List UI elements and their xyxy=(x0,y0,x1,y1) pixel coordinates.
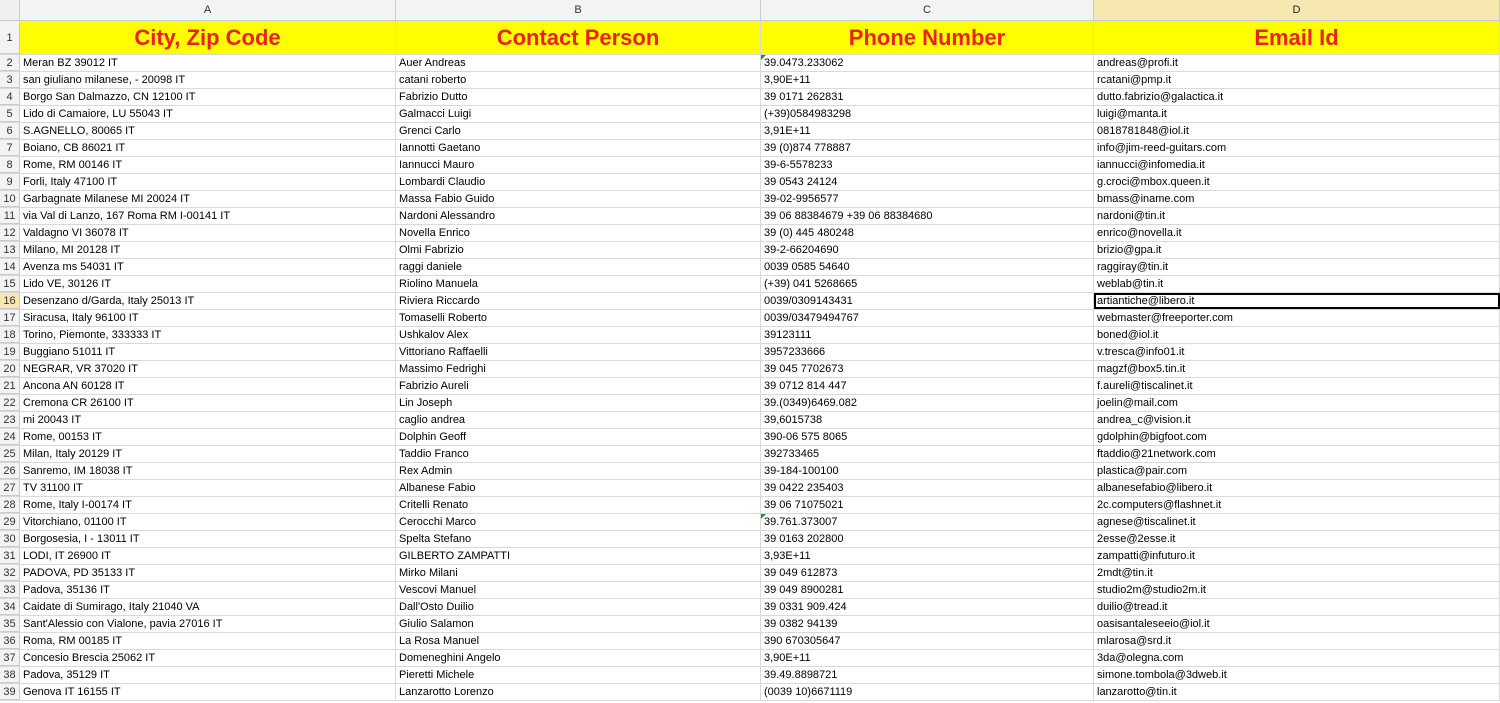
table-row xyxy=(0,72,1500,89)
cell-phone[interactable]: 39 045 7702673 xyxy=(761,361,1094,377)
cell-phone[interactable]: (+39)0584983298 xyxy=(761,106,1094,122)
table-row xyxy=(0,310,1500,327)
cell-contact[interactable]: Giulio Salamon xyxy=(396,616,761,632)
cell-email[interactable]: dutto.fabrizio@galactica.it xyxy=(1094,89,1500,105)
cell-city[interactable]: mi 20043 IT xyxy=(20,412,396,428)
cell-phone[interactable]: 39 06 71075021 xyxy=(761,497,1094,513)
table-row xyxy=(0,429,1500,446)
cell-contact[interactable]: Mirko Milani xyxy=(396,565,761,581)
cell-city[interactable]: Roma, RM 00185 IT xyxy=(20,633,396,649)
table-row xyxy=(0,446,1500,463)
cell-contact[interactable]: Taddio Franco xyxy=(396,446,761,462)
cell-email[interactable]: v.tresca@info01.it xyxy=(1094,344,1500,360)
cell-phone[interactable]: 39 0382 94139 xyxy=(761,616,1094,632)
row-number[interactable]: 23 xyxy=(0,412,20,428)
cell-city[interactable]: Torino, Piemonte, 333333 IT xyxy=(20,327,396,343)
cell-phone[interactable]: 39 0712 814 447 xyxy=(761,378,1094,394)
cell-contact[interactable]: Lombardi Claudio xyxy=(396,174,761,190)
cell-email[interactable]: agnese@tiscalinet.it xyxy=(1094,514,1500,530)
cell-phone[interactable]: 39123111 xyxy=(761,327,1094,343)
cell-phone[interactable]: 39 0543 24124 xyxy=(761,174,1094,190)
cell-email[interactable]: gdolphin@bigfoot.com xyxy=(1094,429,1500,445)
cell-contact[interactable]: Fabrizio Dutto xyxy=(396,89,761,105)
row-number[interactable]: 2 xyxy=(0,55,20,71)
row-number[interactable]: 39 xyxy=(0,684,20,700)
cell-city[interactable]: NEGRAR, VR 37020 IT xyxy=(20,361,396,377)
table-row xyxy=(0,208,1500,225)
header-cell-city[interactable]: City, Zip Code xyxy=(20,21,396,54)
cell-city[interactable]: Borgosesia, I - 13011 IT xyxy=(20,531,396,547)
cell-city[interactable]: Forli, Italy 47100 IT xyxy=(20,174,396,190)
table-row xyxy=(0,344,1500,361)
cell-phone[interactable]: 0039/0309143431 xyxy=(761,293,1094,309)
cell-email[interactable]: ftaddio@21network.com xyxy=(1094,446,1500,462)
header-cell-contact[interactable]: Contact Person xyxy=(396,21,761,54)
cell-email[interactable]: webmaster@freeporter.com xyxy=(1094,310,1500,326)
row-number[interactable]: 10 xyxy=(0,191,20,207)
cell-phone[interactable]: 39-2-66204690 xyxy=(761,242,1094,258)
table-row xyxy=(0,480,1500,497)
row-number[interactable]: 30 xyxy=(0,531,20,547)
row-number[interactable]: 26 xyxy=(0,463,20,479)
cell-city[interactable]: Padova, 35136 IT xyxy=(20,582,396,598)
cell-email[interactable]: f.aureli@tiscalinet.it xyxy=(1094,378,1500,394)
row-number[interactable]: 20 xyxy=(0,361,20,377)
table-row xyxy=(0,463,1500,480)
cell-phone[interactable]: 39 049 8900281 xyxy=(761,582,1094,598)
cell-city[interactable]: Milano, MI 20128 IT xyxy=(20,242,396,258)
cell-phone[interactable]: (0039 10)6671119 xyxy=(761,684,1094,700)
cell-contact[interactable]: Cerocchi Marco xyxy=(396,514,761,530)
cell-contact[interactable]: raggi daniele xyxy=(396,259,761,275)
cell-email[interactable]: enrico@novella.it xyxy=(1094,225,1500,241)
cell-phone[interactable]: 39 0171 262831 xyxy=(761,89,1094,105)
cell-email[interactable]: boned@iol.it xyxy=(1094,327,1500,343)
cell-email[interactable]: raggiray@tin.it xyxy=(1094,259,1500,275)
cell-email[interactable]: zampatti@infuturo.it xyxy=(1094,548,1500,564)
cell-phone[interactable]: 39.761.373007 xyxy=(761,514,1094,530)
cell-city[interactable]: Avenza ms 54031 IT xyxy=(20,259,396,275)
cell-contact[interactable]: Dolphin Geoff xyxy=(396,429,761,445)
table-row xyxy=(0,174,1500,191)
cell-phone[interactable]: 39 0163 202800 xyxy=(761,531,1094,547)
cell-city[interactable]: Vitorchiano, 01100 IT xyxy=(20,514,396,530)
table-row xyxy=(0,55,1500,72)
cell-city[interactable]: Lido di Camaiore, LU 55043 IT xyxy=(20,106,396,122)
cell-city[interactable]: Sant'Alessio con Vialone, pavia 27016 IT xyxy=(20,616,396,632)
cell-email[interactable]: luigi@manta.it xyxy=(1094,106,1500,122)
cell-contact[interactable]: Lin Joseph xyxy=(396,395,761,411)
row-number[interactable]: 6 xyxy=(0,123,20,139)
cell-contact[interactable]: caglio andrea xyxy=(396,412,761,428)
cell-phone[interactable]: 39.(0349)6469.082 xyxy=(761,395,1094,411)
cell-contact[interactable]: Olmi Fabrizio xyxy=(396,242,761,258)
cell-contact[interactable]: Grenci Carlo xyxy=(396,123,761,139)
cell-grid xyxy=(0,21,1500,701)
table-row xyxy=(0,650,1500,667)
cell-email[interactable]: andreas@profi.it xyxy=(1094,55,1500,71)
table-row xyxy=(0,565,1500,582)
table-row xyxy=(0,225,1500,242)
table-row xyxy=(0,157,1500,174)
table-row xyxy=(0,582,1500,599)
table-row xyxy=(0,293,1500,310)
table-row xyxy=(0,531,1500,548)
cell-email[interactable]: plastica@pair.com xyxy=(1094,463,1500,479)
cell-city[interactable]: Ancona AN 60128 IT xyxy=(20,378,396,394)
table-row xyxy=(0,667,1500,684)
table-row xyxy=(0,378,1500,395)
cell-phone[interactable]: 39 (0) 445 480248 xyxy=(761,225,1094,241)
cell-city[interactable]: Siracusa, Italy 96100 IT xyxy=(20,310,396,326)
table-row xyxy=(0,599,1500,616)
cell-city[interactable]: via Val di Lanzo, 167 Roma RM I-00141 IT xyxy=(20,208,396,224)
row-number[interactable]: 7 xyxy=(0,140,20,156)
cell-email[interactable]: 2mdt@tin.it xyxy=(1094,565,1500,581)
row-number[interactable]: 31 xyxy=(0,548,20,564)
cell-city[interactable]: Desenzano d/Garda, Italy 25013 IT xyxy=(20,293,396,309)
row-number[interactable]: 24 xyxy=(0,429,20,445)
cell-email[interactable]: joelin@mail.com xyxy=(1094,395,1500,411)
cell-phone[interactable]: 0039 0585 54640 xyxy=(761,259,1094,275)
cell-email[interactable]: magzf@box5.tin.it xyxy=(1094,361,1500,377)
cell-contact[interactable]: Domeneghini Angelo xyxy=(396,650,761,666)
cell-city[interactable]: Sanremo, IM 18038 IT xyxy=(20,463,396,479)
cell-contact[interactable]: Ushkalov Alex xyxy=(396,327,761,343)
row-number[interactable]: 16 xyxy=(0,293,20,309)
cell-phone[interactable]: 39.0473.233062 xyxy=(761,55,1094,71)
cell-phone[interactable]: 39.49.8898721 xyxy=(761,667,1094,683)
cell-email[interactable]: 3da@olegna.com xyxy=(1094,650,1500,666)
cell-contact[interactable]: Riolino Manuela xyxy=(396,276,761,292)
table-row xyxy=(0,327,1500,344)
cell-contact[interactable]: Fabrizio Aureli xyxy=(396,378,761,394)
cell-email[interactable]: nardoni@tin.it xyxy=(1094,208,1500,224)
cell-city[interactable]: Concesio Brescia 25062 IT xyxy=(20,650,396,666)
cell-city[interactable]: Borgo San Dalmazzo, CN 12100 IT xyxy=(20,89,396,105)
cell-phone[interactable]: 390-06 575 8065 xyxy=(761,429,1094,445)
row-number[interactable]: 12 xyxy=(0,225,20,241)
cell-email[interactable]: g.croci@mbox.queen.it xyxy=(1094,174,1500,190)
cell-phone[interactable]: 392733465 xyxy=(761,446,1094,462)
cell-contact[interactable]: Pieretti Michele xyxy=(396,667,761,683)
cell-phone[interactable]: 39,6015738 xyxy=(761,412,1094,428)
cell-contact[interactable]: catani roberto xyxy=(396,72,761,88)
table-row xyxy=(0,412,1500,429)
cell-contact[interactable]: Rex Admin xyxy=(396,463,761,479)
cell-city[interactable]: Caidate di Sumirago, Italy 21040 VA xyxy=(20,599,396,615)
row-number[interactable]: 27 xyxy=(0,480,20,496)
cell-contact[interactable]: Vescovi Manuel xyxy=(396,582,761,598)
row-number[interactable]: 15 xyxy=(0,276,20,292)
row-number[interactable]: 35 xyxy=(0,616,20,632)
cell-phone[interactable]: 39 049 612873 xyxy=(761,565,1094,581)
cell-city[interactable]: Rome, RM 00146 IT xyxy=(20,157,396,173)
cell-phone[interactable]: 3,91E+11 xyxy=(761,123,1094,139)
cell-email[interactable]: lanzarotto@tin.it xyxy=(1094,684,1500,700)
row-number[interactable]: 5 xyxy=(0,106,20,122)
cell-city[interactable]: TV 31100 IT xyxy=(20,480,396,496)
cell-city[interactable]: Lido VE, 30126 IT xyxy=(20,276,396,292)
cell-phone[interactable]: 390 670305647 xyxy=(761,633,1094,649)
row-number[interactable]: 29 xyxy=(0,514,20,530)
cell-phone[interactable]: 39-184-100100 xyxy=(761,463,1094,479)
cell-email[interactable]: info@jim-reed-guitars.com xyxy=(1094,140,1500,156)
cell-contact[interactable]: Auer Andreas xyxy=(396,55,761,71)
row-number[interactable]: 18 xyxy=(0,327,20,343)
cell-city[interactable]: S.AGNELLO, 80065 IT xyxy=(20,123,396,139)
cell-contact[interactable]: Galmacci Luigi xyxy=(396,106,761,122)
cell-contact[interactable]: Critelli Renato xyxy=(396,497,761,513)
cell-email[interactable]: weblab@tin.it xyxy=(1094,276,1500,292)
row-number[interactable]: 21 xyxy=(0,378,20,394)
cell-city[interactable]: Padova, 35129 IT xyxy=(20,667,396,683)
row-number[interactable]: 3 xyxy=(0,72,20,88)
table-row xyxy=(0,242,1500,259)
table-row xyxy=(0,276,1500,293)
column-header-d[interactable]: D xyxy=(1094,0,1500,20)
cell-email[interactable]: andrea_c@vision.it xyxy=(1094,412,1500,428)
cell-phone[interactable]: 39 06 88384679 +39 06 88384680 xyxy=(761,208,1094,224)
table-row xyxy=(0,123,1500,140)
column-header-b[interactable]: B xyxy=(396,0,761,20)
table-row xyxy=(0,361,1500,378)
cell-contact[interactable]: Spelta Stefano xyxy=(396,531,761,547)
cell-contact[interactable]: Iannotti Gaetano xyxy=(396,140,761,156)
row-number[interactable]: 32 xyxy=(0,565,20,581)
cell-phone[interactable]: 0039/03479494767 xyxy=(761,310,1094,326)
cell-email[interactable]: artiantiche@libero.it xyxy=(1094,293,1500,309)
cell-email[interactable]: mlarosa@srd.it xyxy=(1094,633,1500,649)
cell-phone[interactable]: 3957233666 xyxy=(761,344,1094,360)
column-headers xyxy=(0,0,1500,21)
row-number[interactable]: 22 xyxy=(0,395,20,411)
cell-city[interactable]: Genova IT 16155 IT xyxy=(20,684,396,700)
header-cell-phone[interactable]: Phone Number xyxy=(761,21,1094,54)
table-row xyxy=(0,548,1500,565)
table-row xyxy=(0,259,1500,276)
row-number[interactable]: 25 xyxy=(0,446,20,462)
cell-phone[interactable]: (+39) 041 5268665 xyxy=(761,276,1094,292)
cell-email[interactable]: brizio@gpa.it xyxy=(1094,242,1500,258)
cell-contact[interactable]: Vittoriano Raffaelli xyxy=(396,344,761,360)
table-row xyxy=(0,684,1500,701)
cell-email[interactable]: 0818781848@iol.it xyxy=(1094,123,1500,139)
cell-city[interactable]: Garbagnate Milanese MI 20024 IT xyxy=(20,191,396,207)
cell-city[interactable]: Boiano, CB 86021 IT xyxy=(20,140,396,156)
cell-phone[interactable]: 39 0331 909.424 xyxy=(761,599,1094,615)
table-row xyxy=(0,191,1500,208)
cell-phone[interactable]: 39-6-5578233 xyxy=(761,157,1094,173)
cell-email[interactable]: 2esse@2esse.it xyxy=(1094,531,1500,547)
cell-email[interactable]: 2c.computers@flashnet.it xyxy=(1094,497,1500,513)
cell-contact[interactable]: GILBERTO ZAMPATTI xyxy=(396,548,761,564)
cell-city[interactable]: Rome, 00153 IT xyxy=(20,429,396,445)
cell-contact[interactable]: Dall'Osto Duilio xyxy=(396,599,761,615)
cell-contact[interactable]: Lanzarotto Lorenzo xyxy=(396,684,761,700)
select-all-corner[interactable] xyxy=(0,0,20,20)
row-number[interactable]: 38 xyxy=(0,667,20,683)
cell-phone[interactable]: 3,93E+11 xyxy=(761,548,1094,564)
cell-phone[interactable]: 3,90E+11 xyxy=(761,72,1094,88)
row-number[interactable]: 19 xyxy=(0,344,20,360)
cell-email[interactable]: studio2m@studio2m.it xyxy=(1094,582,1500,598)
cell-city[interactable]: PADOVA, PD 35133 IT xyxy=(20,565,396,581)
row-number[interactable]: 4 xyxy=(0,89,20,105)
row-number[interactable]: 9 xyxy=(0,174,20,190)
column-header-a[interactable]: A xyxy=(20,0,396,20)
table-row xyxy=(0,497,1500,514)
table-row xyxy=(0,140,1500,157)
table-row xyxy=(0,633,1500,650)
cell-city[interactable]: Rome, Italy I-00174 IT xyxy=(20,497,396,513)
header-row xyxy=(0,21,1500,55)
cell-contact[interactable]: Riviera Riccardo xyxy=(396,293,761,309)
cell-email[interactable]: oasisantaleseeio@iol.it xyxy=(1094,616,1500,632)
row-number[interactable]: 8 xyxy=(0,157,20,173)
cell-email[interactable]: duilio@tread.it xyxy=(1094,599,1500,615)
table-row xyxy=(0,514,1500,531)
row-number[interactable]: 13 xyxy=(0,242,20,258)
cell-email[interactable]: iannucci@infomedia.it xyxy=(1094,157,1500,173)
cell-phone[interactable]: 39 (0)874 778887 xyxy=(761,140,1094,156)
cell-contact[interactable]: La Rosa Manuel xyxy=(396,633,761,649)
cell-city[interactable]: Milan, Italy 20129 IT xyxy=(20,446,396,462)
cell-contact[interactable]: Massa Fabio Guido xyxy=(396,191,761,207)
cell-email[interactable]: bmass@iname.com xyxy=(1094,191,1500,207)
cell-phone[interactable]: 3,90E+11 xyxy=(761,650,1094,666)
cell-email[interactable]: simone.tombola@3dweb.it xyxy=(1094,667,1500,683)
cell-city[interactable]: Valdagno VI 36078 IT xyxy=(20,225,396,241)
row-number[interactable]: 11 xyxy=(0,208,20,224)
cell-phone[interactable]: 39-02-9956577 xyxy=(761,191,1094,207)
table-row xyxy=(0,89,1500,106)
row-number[interactable]: 36 xyxy=(0,633,20,649)
table-row xyxy=(0,616,1500,633)
table-row xyxy=(0,106,1500,123)
row-number[interactable]: 1 xyxy=(0,21,20,54)
cell-city[interactable]: Cremona CR 26100 IT xyxy=(20,395,396,411)
cell-email[interactable]: albanesefabio@libero.it xyxy=(1094,480,1500,496)
cell-contact[interactable]: Albanese Fabio xyxy=(396,480,761,496)
header-cell-email[interactable]: Email Id xyxy=(1094,21,1500,54)
cell-city[interactable]: san giuliano milanese, - 20098 IT xyxy=(20,72,396,88)
row-number[interactable]: 14 xyxy=(0,259,20,275)
cell-contact[interactable]: Novella Enrico xyxy=(396,225,761,241)
row-number[interactable]: 33 xyxy=(0,582,20,598)
row-number[interactable]: 28 xyxy=(0,497,20,513)
cell-contact[interactable]: Nardoni Alessandro xyxy=(396,208,761,224)
cell-city[interactable]: Buggiano 51011 IT xyxy=(20,344,396,360)
row-number[interactable]: 34 xyxy=(0,599,20,615)
cell-contact[interactable]: Massimo Fedrighi xyxy=(396,361,761,377)
cell-contact[interactable]: Iannucci Mauro xyxy=(396,157,761,173)
row-number[interactable]: 37 xyxy=(0,650,20,666)
cell-email[interactable]: rcatani@pmp.it xyxy=(1094,72,1500,88)
cell-phone[interactable]: 39 0422 235403 xyxy=(761,480,1094,496)
table-row xyxy=(0,395,1500,412)
column-header-c[interactable]: C xyxy=(761,0,1094,20)
cell-city[interactable]: LODI, IT 26900 IT xyxy=(20,548,396,564)
cell-contact[interactable]: Tomaselli Roberto xyxy=(396,310,761,326)
row-number[interactable]: 17 xyxy=(0,310,20,326)
cell-city[interactable]: Meran BZ 39012 IT xyxy=(20,55,396,71)
